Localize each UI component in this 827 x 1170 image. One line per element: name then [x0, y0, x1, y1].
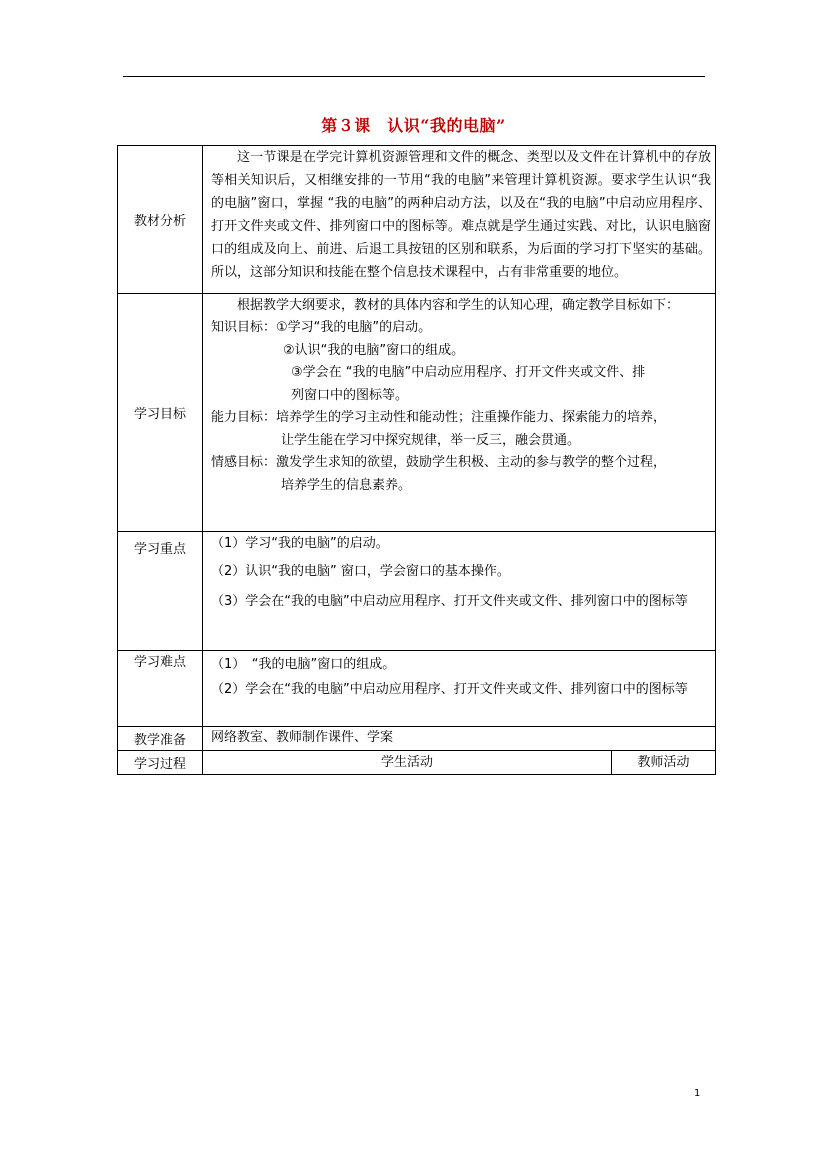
row-materials — [118, 146, 716, 294]
key-points-label: 学习重点 — [118, 532, 203, 651]
preparation-cell — [203, 727, 716, 751]
difficulties-cell — [203, 651, 716, 727]
objectives-intro: 根据教学大纲要求，教材的具体内容和学生的认知心理，确定教学目标如下： — [237, 298, 680, 313]
key-points-cell — [203, 532, 716, 651]
row-difficulties — [118, 651, 716, 727]
row-preparation — [118, 727, 716, 751]
difficulties-label: 学习难点 — [118, 651, 203, 727]
ability-line-2: 让学生能在学习中探究规律，举一反三，融会贯通。 — [281, 432, 581, 448]
key-point-3: （3）学会在“我的电脑”中启动应用程序、打开文件夹或文件、排列窗口中的图标等 — [211, 594, 688, 609]
emotion-line-1: 情感目标：激发学生求知的欲望，鼓励学生积极、主动的参与教学的整个过程， — [211, 455, 667, 470]
process-label: 学习过程 — [118, 751, 203, 775]
knowledge-line-2: ②认识“我的电脑”窗口的组成。 — [283, 342, 465, 358]
row-objectives — [118, 294, 716, 532]
student-activity-header: 学生活动 — [203, 751, 612, 775]
lesson-title: 第３课 认识“我的电脑” — [321, 116, 506, 135]
materials-cell — [203, 146, 716, 294]
materials-text: 这一节课是在学完计算机资源管理和文件的概念、类型以及文件在计算机中的存放等相关知识后，又相继安排的一节用“我的电脑”来管理计算机资源。要求学生认识“我的电脑”窗口，掌握 “我的电脑”的两种启动方法，以及在“我的电脑”中启动应用程序、打开文件夹或文件、排列窗口中的图标等。难点就是学生通过实践、对比，认识电脑窗口的组成及向上、前进、后退工具按钮的区别和联系，为后面的学习打下坚实的基础。所以，这部分知识和技能在整个信息技术课程中，占有非常重要的地位。 — [211, 150, 712, 280]
key-point-2: （2）认识“我的电脑” 窗口，学会窗口的基本操作。 — [211, 564, 510, 579]
key-point-1: （1）学习“我的电脑”的启动。 — [211, 536, 389, 551]
knowledge-line-3a: ③学会在 “我的电脑”中启动应用程序、打开文件夹或文件、排 — [291, 365, 646, 380]
row-process — [118, 751, 716, 775]
row-key-points — [118, 532, 716, 651]
objectives-label: 学习目标 — [118, 294, 203, 532]
materials-label: 教材分析 — [118, 146, 203, 294]
knowledge-line-1: 知识目标：①学习“我的电脑”的启动。 — [211, 320, 432, 335]
header-rule — [123, 76, 705, 77]
preparation-label: 教学准备 — [118, 727, 203, 751]
difficulty-1: （1） “我的电脑”窗口的组成。 — [211, 657, 396, 672]
teacher-activity-header: 教师活动 — [612, 751, 716, 775]
ability-line-1: 能力目标：培养学生的学习主动性和能动性；注重操作能力、探索能力的培养， — [211, 410, 667, 425]
lesson-plan-table — [117, 145, 716, 775]
difficulty-2: （2）学会在“我的电脑”中启动应用程序、打开文件夹或文件、排列窗口中的图标等 — [211, 682, 688, 697]
knowledge-line-3b: 列窗口中的图标等。 — [291, 387, 409, 403]
emotion-line-2: 培养学生的信息素养。 — [281, 477, 412, 493]
preparation-text: 网络教室、教师制作课件、学案 — [211, 730, 394, 745]
objectives-cell — [203, 294, 716, 532]
page-number: 1 — [694, 1088, 701, 1099]
